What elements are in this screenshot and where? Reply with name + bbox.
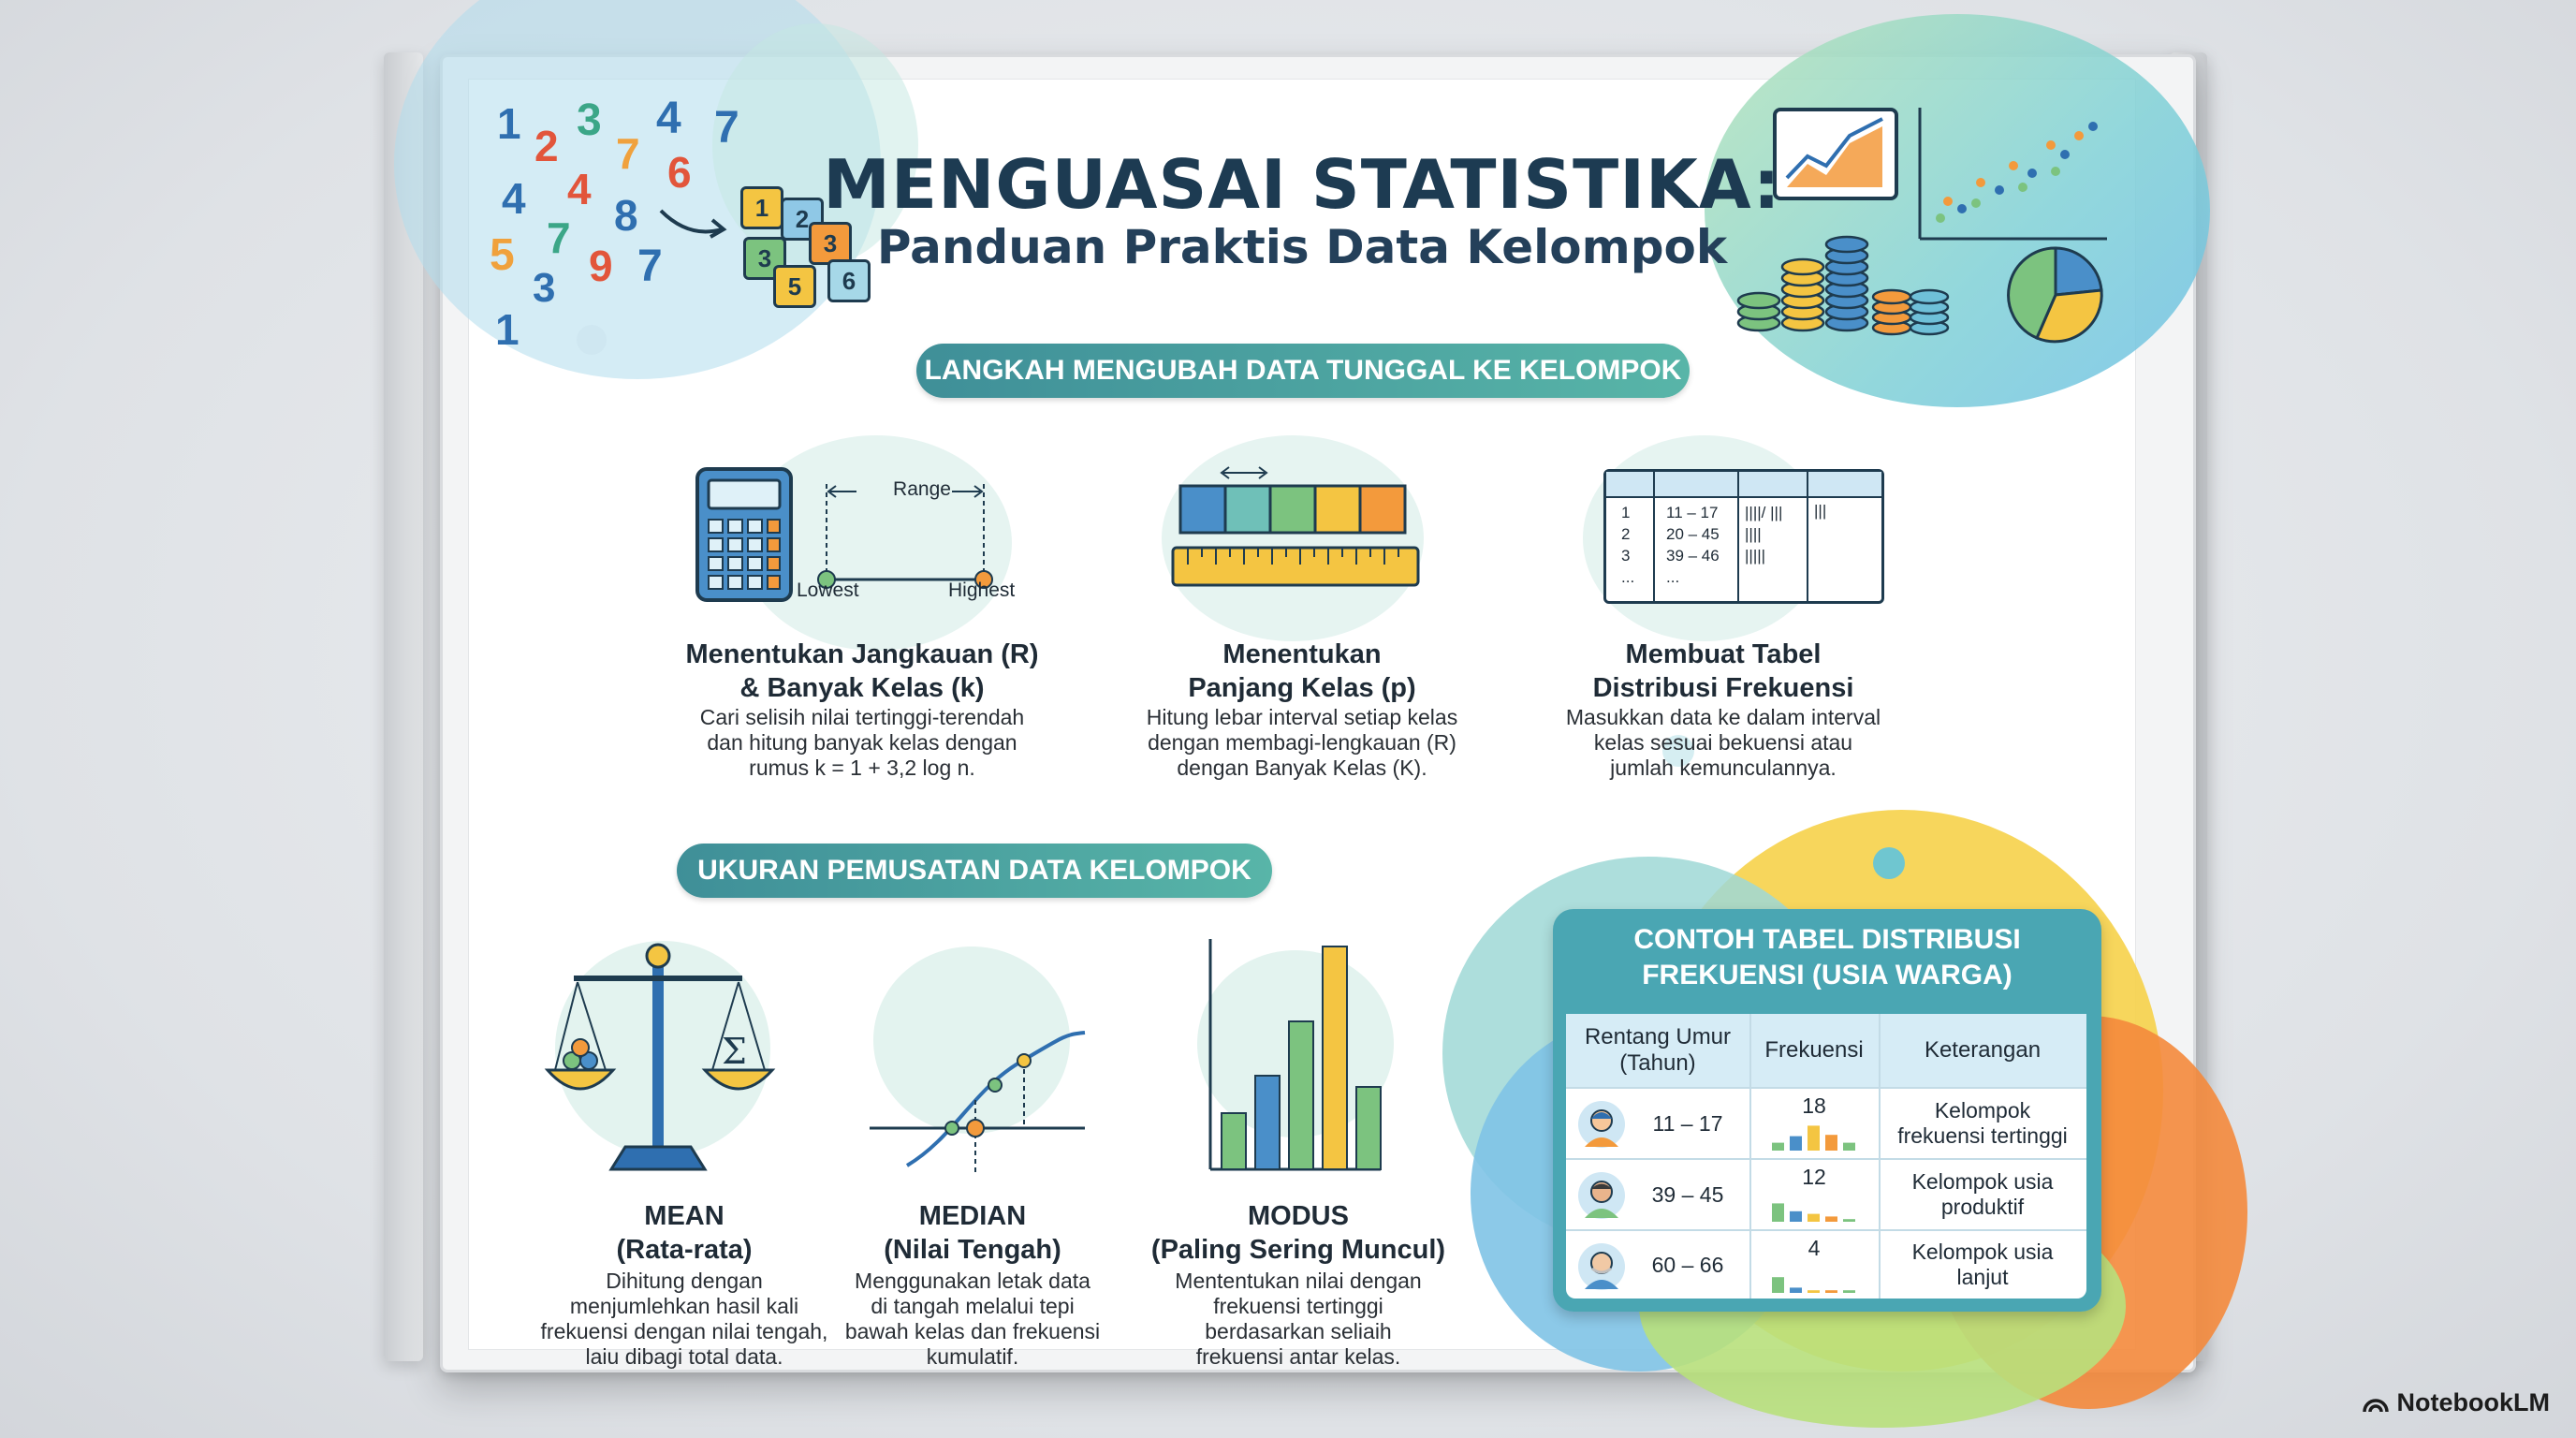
table-icon-header (1606, 472, 1881, 498)
decor-number: 4 (567, 165, 592, 213)
decor-number: 5 (490, 230, 515, 280)
decor-number: 6 (667, 148, 692, 197)
decor-number: 7 (637, 242, 663, 291)
decor-square: 5 (773, 265, 816, 308)
mini-bar (1843, 1143, 1855, 1151)
step2-body: Hitung lebar interval setiap kelas dengan membagi-lengkauan (R) dengan Banyak Kelas (K). (1146, 705, 1458, 780)
decor-number: 4 (656, 94, 681, 143)
section-steps-label: LANGKAH MENGUBAH DATA TUNGGAL KE KELOMPOK (916, 344, 1690, 398)
mean-title: MEAN (Rata-rata) (616, 1201, 753, 1265)
modus-title: MODUS (Paling Sering Muncul) (1150, 1201, 1446, 1265)
mini-bar (1843, 1219, 1855, 1222)
modus-body: Mententukan nilai dengan frekuensi tertinggi berdasarkan seliaih frekuensi antar kelas. (1175, 1269, 1422, 1369)
decor-number: 7 (616, 129, 640, 178)
highest-label: Highest (948, 580, 1016, 601)
table-icon-divider (1807, 472, 1808, 601)
decor-number: 1 (495, 305, 520, 354)
mini-bar-chart-svg (1768, 1265, 1862, 1293)
table-icon (1603, 469, 1884, 604)
col-header-frequency: Frekuensi (1749, 1014, 1879, 1087)
brand-watermark (2362, 1388, 2550, 1417)
decor-number: 3 (577, 95, 602, 145)
mini-bar (1825, 1135, 1837, 1151)
section-center-label: UKURAN PEMUSATAN DATA KELOMPOK (677, 844, 1272, 898)
ruler-icon (1169, 463, 1431, 594)
mini-bar-chart (1768, 1194, 1862, 1222)
brand-name: NotebookLM (2396, 1388, 2550, 1416)
sigma-symbol: Σ (722, 1031, 747, 1072)
mean-body: Dihitung dengan menjumlehkan hasil kali frekuensi dengan nilai tengah, laiu dibagi total data. (540, 1269, 828, 1369)
table-cell-note: Kelompok usia lanjut (1911, 1240, 2054, 1289)
elder-avatar-icon (1577, 1242, 1626, 1291)
lowest-label: Lowest (797, 580, 859, 601)
decor-number: 7 (547, 213, 571, 262)
dot-teal (1873, 847, 1905, 879)
table-icon-col3: ||||/ ||| |||| ||||| (1745, 504, 1783, 565)
mini-bar (1790, 1287, 1802, 1293)
col-header-range: Rentang Umur (Tahun) (1566, 1014, 1749, 1087)
table-icon-col4: ||| (1814, 502, 1827, 520)
balance-scale-icon (546, 930, 789, 1182)
curve-graph-icon (870, 1025, 1094, 1184)
example-table (1566, 1014, 2086, 1299)
decor-number: 3 (533, 265, 556, 311)
notebooklm-logo-icon (2362, 1393, 2390, 1414)
decor-number: 9 (589, 242, 613, 290)
mini-bar (1790, 1137, 1802, 1151)
table-icon-col1: 1 2 3 ... (1621, 504, 1635, 586)
child-avatar-icon (1577, 1100, 1626, 1149)
table-cell-range: 39 – 45 (1651, 1181, 1724, 1207)
table-cell-note: Kelompok frekuensi tertinggi (1897, 1098, 2068, 1148)
step3-title: Membuat Tabel Distribusi Frekuensi (1592, 639, 1854, 703)
mini-bar (1808, 1125, 1820, 1151)
mini-bar-chart-svg (1768, 1194, 1862, 1222)
decor-number: 1 (497, 99, 521, 148)
step1-title: Menentukan Jangkauan (R) & Banyak Kelas (k) (685, 639, 1039, 703)
decor-square: 3 (809, 222, 852, 265)
mini-bar (1843, 1290, 1855, 1293)
range-label: Range (893, 478, 951, 500)
mini-bar (1825, 1216, 1837, 1222)
mini-bar (1772, 1203, 1784, 1222)
col-header-note: Keterangan (1879, 1014, 2086, 1087)
mini-bar (1808, 1290, 1820, 1293)
median-title: MEDIAN (Nilai Tengah) (884, 1201, 1061, 1265)
table-icon-col2: 11 – 17 20 – 45 39 – 46 ... (1666, 504, 1720, 586)
table-icon-divider (1737, 472, 1739, 601)
table-cell-range: 60 – 66 (1651, 1252, 1724, 1277)
mini-bar-chart-svg (1768, 1123, 1862, 1151)
mini-bar (1808, 1214, 1820, 1222)
example-table-title: CONTOH TABEL DISTRIBUSI FREKUENSI (USIA WARGA) (1633, 924, 2021, 990)
example-table-card (1553, 909, 2101, 1312)
decor-square: 3 (743, 237, 786, 280)
step2-title: Menentukan Panjang Kelas (p) (1188, 639, 1416, 703)
table-cell-note: Kelompok usia produktif (1911, 1169, 2054, 1219)
decor-number: 7 (714, 103, 739, 153)
mini-bar (1790, 1211, 1802, 1222)
mini-bar-chart (1768, 1123, 1862, 1151)
decor-number: 8 (614, 191, 638, 240)
calculator-icon (694, 465, 797, 606)
adult-avatar-icon (1577, 1171, 1626, 1220)
table-cell-range: 11 – 17 (1652, 1110, 1723, 1136)
step3-body: Masukkan data ke dalam interval kelas sesuai bekuensi atau jumlah kemunculannya. (1565, 705, 1881, 780)
median-body: Menggunakan letak data di tangah melalui tepi bawah kelas dan frekuensi kumulatif. (844, 1269, 1101, 1369)
mini-bar (1772, 1277, 1784, 1293)
mini-bar-chart (1768, 1265, 1862, 1293)
mini-bar (1772, 1143, 1784, 1151)
decor-number: 4 (502, 174, 526, 223)
table-cell-frequency: 12 (1802, 1164, 1826, 1189)
step1-body: Cari selisih nilai tertinggi-terendah dan hitung banyak kelas dengan rumus k = 1 + 3,2 log n. (699, 705, 1025, 780)
decor-square: 2 (781, 198, 824, 241)
mini-bar (1825, 1290, 1837, 1293)
dot-blue-small (577, 325, 607, 355)
page-subtitle: Panduan Praktis Data Kelompok (876, 220, 1728, 274)
table-icon-divider (1653, 472, 1655, 601)
page-title: MENGUASAI STATISTIKA: (823, 145, 1781, 224)
poster (468, 79, 2136, 1369)
decor-square: 6 (827, 259, 871, 302)
decor-square: 1 (740, 186, 783, 229)
decor-number: 2 (534, 122, 559, 170)
bar-chart-icon (1203, 935, 1390, 1179)
table-cell-frequency: 4 (1808, 1235, 1821, 1260)
table-cell-frequency: 18 (1802, 1093, 1826, 1118)
